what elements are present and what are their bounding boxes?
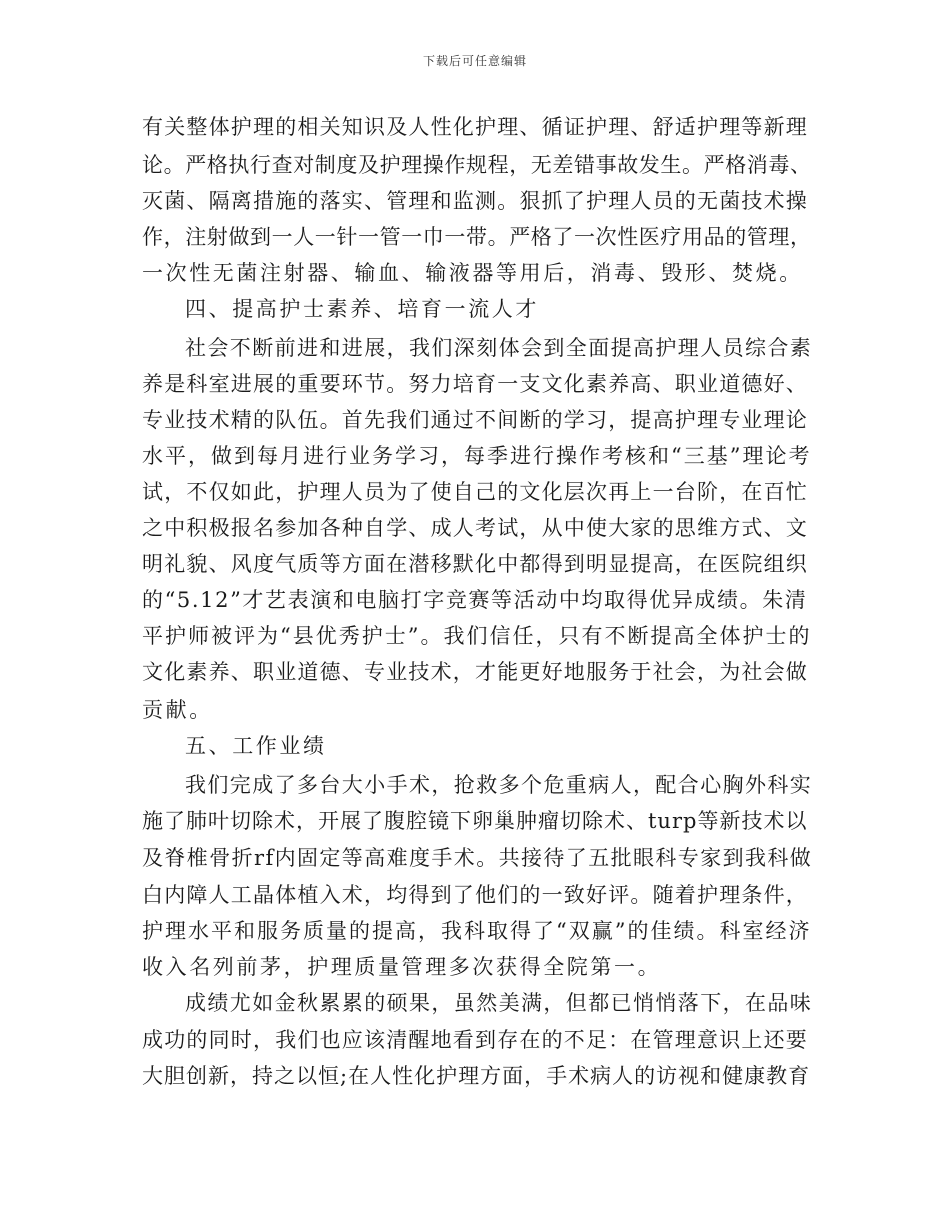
text-line: 收入名列前茅，护理质量管理多次获得全院第一。 [142,955,662,979]
text-line: 施了肺叶切除术，开展了腹腔镜下卵巢肿瘤切除术、turp等新技术以 [142,809,808,833]
text-line: 作，注射做到一人一针一管一巾一带。严格了一次性医疗用品的管理， [142,225,812,249]
text-line: 之中积极报名参加各种自学、成人考试，从中使大家的思维方式、文 [142,516,808,540]
text-line: 护理水平和服务质量的提高，我科取得了“双赢”的佳绩。科室经济 [142,919,812,943]
section-heading: 五、工作业绩 [185,734,327,758]
text-line: 社会不断前进和进展，我们深刻体会到全面提高护理人员综合素 [185,336,813,360]
text-line: 养是科室进展的重要环节。努力培育一支文化素养高、职业道德好、 [142,372,808,396]
page-header-note: 下载后可任意编辑 [422,54,527,68]
text-line: 大胆创新，持之以恒;在人性化护理方面，手术病人的访视和健康教育 [142,1064,811,1088]
text-line: 文化素养、职业道德、专业技术，才能更好地服务于社会，为社会做 [142,660,808,684]
text-line: 一次性无菌注射器、输血、输液器等用后，消毒、毁形、焚烧。 [142,261,803,285]
text-line: 试，不仅如此，护理人员为了使自己的文化层次再上一台阶，在百忙 [142,480,808,504]
text-line: 有关整体护理的相关知识及人性化护理、循证护理、舒适护理等新理 [142,115,808,139]
text-line: 平护师被评为“县优秀护士”。我们信任，只有不断提高全体护士的 [142,624,812,648]
text-line: 成功的同时，我们也应该清醒地看到存在的不足：在管理意识上还要 [142,1028,808,1052]
section-heading: 四、提高护士素养、培育一流人才 [185,297,539,321]
text-line: 明礼貌、风度气质等方面在潜移默化中都得到明显提高，在医院组织 [142,552,808,576]
text-line: 白内障人工晶体植入术，均得到了他们的一致好评。随着护理条件， [142,883,808,907]
text-line: 及脊椎骨折rf内固定等高难度手术。共接待了五批眼科专家到我科做 [142,846,813,870]
text-line: 灭菌、隔离措施的落实、管理和监测。狠抓了护理人员的无菌技术操 [142,189,808,213]
text-line: 贡献。 [142,698,213,722]
text-line: 我们完成了多台大小手术，抢救多个危重病人，配合心胸外科实 [185,773,813,797]
text-line: 论。严格执行查对制度及护理操作规程，无差错事故发生。严格消毒、 [142,153,812,177]
text-line: 专业技术精的队伍。首先我们通过不间断的学习，提高护理专业理论 [142,408,808,432]
text-line: 水平，做到每月进行业务学习，每季进行操作考核和“三基”理论考 [142,444,812,468]
text-line: 成绩尤如金秋累累的硕果，虽然美满，但都已悄悄落下，在品味 [185,991,813,1015]
text-line: 的“5.12”才艺表演和电脑打字竞赛等活动中均取得优异成绩。朱清 [142,588,808,612]
